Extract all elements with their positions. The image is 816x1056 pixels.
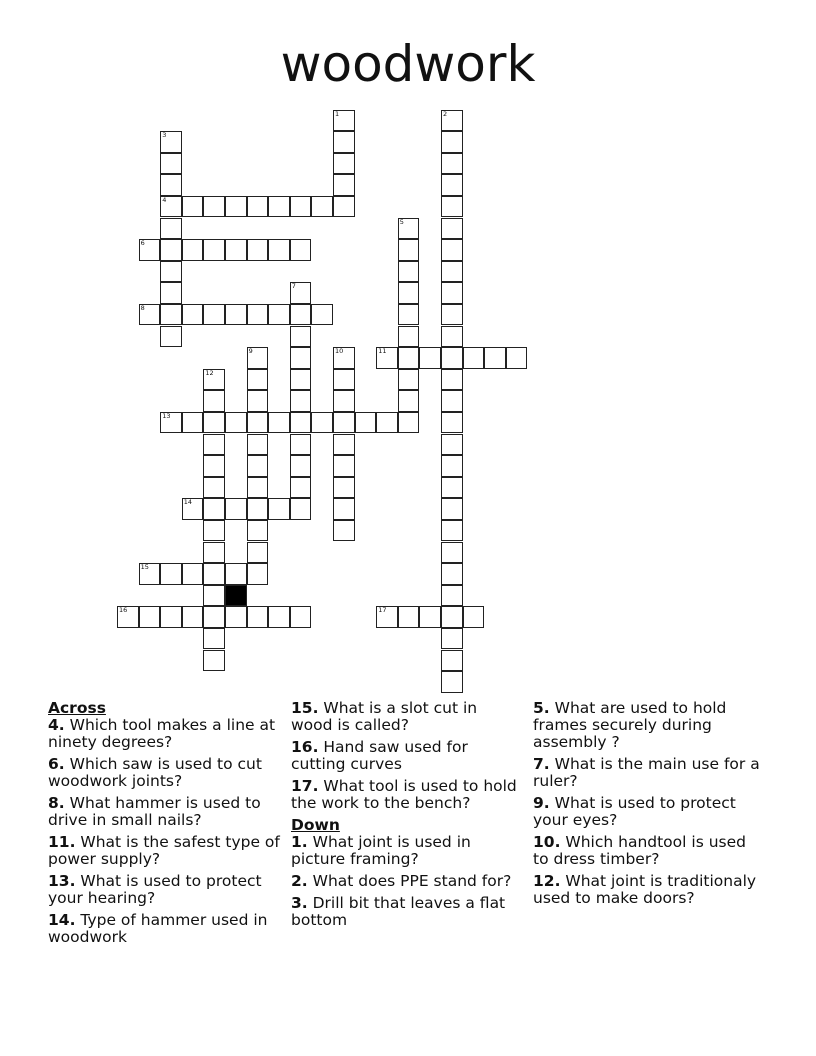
grid-cell[interactable] <box>333 390 355 412</box>
grid-cell[interactable] <box>441 282 463 304</box>
grid-cell[interactable] <box>441 110 463 132</box>
grid-cell[interactable] <box>203 412 225 434</box>
clue-number: 12 <box>205 368 214 377</box>
grid-cell[interactable] <box>247 412 269 434</box>
grid-cell[interactable] <box>398 347 420 369</box>
grid-cell[interactable] <box>290 455 312 477</box>
clue-item-text: What tool is used to hold the work to the bench? <box>291 777 517 812</box>
clue-item-text: Drill bit that leaves a flat bottom <box>291 894 506 929</box>
clue-item-text: What is a slot cut in wood is called? <box>291 699 478 734</box>
grid-cell[interactable] <box>290 196 312 218</box>
grid-cell[interactable] <box>398 304 420 326</box>
clue-item <box>533 873 765 907</box>
clue-item <box>291 778 523 812</box>
grid-cell[interactable] <box>376 606 398 628</box>
clue-item-number: 3. <box>291 894 308 912</box>
grid-cell[interactable] <box>247 455 269 477</box>
clue-number: 4 <box>162 195 167 204</box>
grid-cell[interactable] <box>290 239 312 261</box>
clue-item <box>291 834 523 868</box>
grid-cell[interactable] <box>247 477 269 499</box>
clue-number: 2 <box>443 109 448 118</box>
grid-cell[interactable] <box>290 347 312 369</box>
grid-cell[interactable] <box>247 239 269 261</box>
grid-cell[interactable] <box>398 282 420 304</box>
grid-cell[interactable] <box>247 304 269 326</box>
grid-cell[interactable] <box>441 542 463 564</box>
grid-cell[interactable] <box>247 196 269 218</box>
grid-cell[interactable] <box>247 369 269 391</box>
grid-cell[interactable] <box>203 455 225 477</box>
grid-cell[interactable] <box>225 563 247 585</box>
grid-cell[interactable] <box>290 369 312 391</box>
clue-item <box>533 834 765 868</box>
clue-item <box>291 700 523 734</box>
grid-cell[interactable] <box>182 563 204 585</box>
grid-cell[interactable] <box>333 174 355 196</box>
grid-cell[interactable] <box>160 131 182 153</box>
clue-number: 1 <box>335 109 340 118</box>
grid-cell[interactable] <box>441 390 463 412</box>
grid-cell[interactable] <box>225 498 247 520</box>
grid-cell[interactable] <box>333 196 355 218</box>
clue-item-text: What is the safest type of power supply? <box>48 833 280 868</box>
grid-cell[interactable] <box>441 477 463 499</box>
grid-cell[interactable] <box>441 455 463 477</box>
clue-item-number: 17. <box>291 777 319 795</box>
grid-cell[interactable] <box>139 606 161 628</box>
grid-cell[interactable] <box>333 110 355 132</box>
grid-cell[interactable] <box>182 606 204 628</box>
grid-cell[interactable] <box>290 304 312 326</box>
clue-item-number: 12. <box>533 872 561 890</box>
page-title: woodwork <box>280 35 536 93</box>
clue-item-number: 1. <box>291 833 308 851</box>
clue-item-number: 4. <box>48 716 65 734</box>
grid-cell[interactable] <box>398 390 420 412</box>
grid-cell[interactable] <box>182 196 204 218</box>
clue-item-number: 2. <box>291 872 308 890</box>
clue-item-text: What hammer is used to drive in small nails? <box>48 794 261 829</box>
clue-number: 8 <box>140 303 145 312</box>
clue-item-text: What is used to protect your eyes? <box>533 794 736 829</box>
grid-cell[interactable] <box>441 369 463 391</box>
grid-cell[interactable] <box>441 520 463 542</box>
grid-cell[interactable] <box>268 196 290 218</box>
clue-item-text: Hand saw used for cutting curves <box>291 738 468 773</box>
grid-cell[interactable] <box>333 455 355 477</box>
grid-cell[interactable] <box>268 606 290 628</box>
grid-cell[interactable] <box>290 282 312 304</box>
clue-number: 16 <box>119 606 128 615</box>
grid-cell[interactable] <box>290 412 312 434</box>
grid-cell[interactable] <box>247 434 269 456</box>
grid-cell[interactable] <box>376 412 398 434</box>
grid-cell[interactable] <box>441 671 463 693</box>
grid-cell[interactable] <box>268 498 290 520</box>
grid-cell[interactable] <box>311 196 333 218</box>
grid-cell[interactable] <box>441 218 463 240</box>
grid-cell[interactable] <box>290 390 312 412</box>
grid-cell[interactable] <box>160 412 182 434</box>
grid-cell[interactable] <box>441 628 463 650</box>
clue-item-text: What is the main use for a ruler? <box>533 755 760 790</box>
grid-cell[interactable] <box>333 347 355 369</box>
grid-cell[interactable] <box>247 347 269 369</box>
grid-cell[interactable] <box>333 412 355 434</box>
grid-cell[interactable] <box>225 239 247 261</box>
grid-cell[interactable] <box>225 304 247 326</box>
grid-cell[interactable] <box>398 369 420 391</box>
clue-item <box>291 739 523 773</box>
grid-cell[interactable] <box>182 239 204 261</box>
clue-number: 14 <box>183 498 193 507</box>
grid-cell[interactable] <box>419 606 441 628</box>
grid-cell[interactable] <box>247 542 269 564</box>
grid-cell[interactable] <box>139 563 161 585</box>
grid-cell[interactable] <box>203 606 225 628</box>
clue-item-text: Type of hammer used in woodwork <box>48 911 268 946</box>
clue-number: 6 <box>140 239 145 248</box>
grid-cell[interactable] <box>441 153 463 175</box>
grid-cell[interactable] <box>441 606 463 628</box>
grid-cell[interactable] <box>463 347 485 369</box>
clue-number: 11 <box>378 347 387 356</box>
clue-number: 9 <box>248 347 253 356</box>
clue-item-number: 16. <box>291 738 319 756</box>
grid-cell[interactable] <box>441 412 463 434</box>
grid-cell[interactable] <box>247 390 269 412</box>
grid-cell[interactable] <box>441 585 463 607</box>
clue-item <box>48 834 280 868</box>
grid-cell[interactable] <box>441 498 463 520</box>
grid-cell[interactable] <box>463 606 485 628</box>
grid-cell[interactable] <box>247 498 269 520</box>
grid-cell[interactable] <box>398 239 420 261</box>
clue-item <box>48 717 280 751</box>
clue-item-number: 8. <box>48 794 65 812</box>
grid-cell[interactable] <box>441 434 463 456</box>
clue-item-text: What is used to protect your hearing? <box>48 872 262 907</box>
clue-item-number: 9. <box>533 794 550 812</box>
grid-cell[interactable] <box>182 304 204 326</box>
grid-cell[interactable] <box>333 131 355 153</box>
clue-number: 15 <box>140 563 149 572</box>
grid-cell[interactable] <box>333 498 355 520</box>
grid-cell[interactable] <box>139 239 161 261</box>
grid-cell[interactable] <box>398 412 420 434</box>
clue-item-text: Which handtool is used to dress timber? <box>533 833 746 868</box>
grid-cell[interactable] <box>160 606 182 628</box>
grid-cell[interactable] <box>139 304 161 326</box>
grid-cell[interactable] <box>290 326 312 348</box>
grid-cell[interactable] <box>203 369 225 391</box>
clue-item-number: 13. <box>48 872 76 890</box>
grid-cell[interactable] <box>441 261 463 283</box>
grid-cell[interactable] <box>441 131 463 153</box>
clue-item-number: 15. <box>291 699 319 717</box>
grid-cell[interactable] <box>160 326 182 348</box>
clue-item <box>291 873 523 890</box>
grid-cell[interactable] <box>203 390 225 412</box>
clue-item <box>533 700 765 751</box>
grid-cell[interactable] <box>398 326 420 348</box>
grid-cell[interactable] <box>225 412 247 434</box>
grid-cell[interactable] <box>203 196 225 218</box>
grid-cell[interactable] <box>290 498 312 520</box>
grid-cell[interactable] <box>225 196 247 218</box>
clue-item <box>533 756 765 790</box>
grid-cell[interactable] <box>290 477 312 499</box>
grid-cell[interactable] <box>441 563 463 585</box>
clue-item <box>48 873 280 907</box>
grid-cell[interactable] <box>333 153 355 175</box>
grid-cell[interactable] <box>225 606 247 628</box>
clue-number: 3 <box>162 131 167 140</box>
clue-item-text: What are used to hold frames securely during assembly ? <box>533 699 727 751</box>
grid-cell[interactable] <box>203 520 225 542</box>
grid-cell[interactable] <box>247 606 269 628</box>
across-header: Across <box>48 699 106 717</box>
grid-cell[interactable] <box>203 542 225 564</box>
grid-cell[interactable] <box>441 196 463 218</box>
grid-cell[interactable] <box>160 282 182 304</box>
grid-cell[interactable] <box>333 477 355 499</box>
grid-cell[interactable] <box>160 563 182 585</box>
grid-cell[interactable] <box>398 218 420 240</box>
grid-cell[interactable] <box>203 434 225 456</box>
grid-cell[interactable] <box>203 650 225 672</box>
grid-cell[interactable] <box>203 628 225 650</box>
clue-column-2 <box>291 700 523 934</box>
grid-cell[interactable] <box>182 412 204 434</box>
clue-item <box>291 895 523 929</box>
grid-cell[interactable] <box>268 304 290 326</box>
clue-number: 7 <box>291 282 296 291</box>
clue-item-text: Which tool makes a line at ninety degrees? <box>48 716 276 751</box>
grid-cell[interactable] <box>398 606 420 628</box>
clue-number: 17 <box>378 606 387 615</box>
clue-item <box>48 912 280 946</box>
grid-cell[interactable] <box>160 196 182 218</box>
grid-cell[interactable] <box>160 218 182 240</box>
clue-item-number: 14. <box>48 911 76 929</box>
grid-cell[interactable] <box>203 239 225 261</box>
grid-cell[interactable] <box>441 239 463 261</box>
grid-cell[interactable] <box>247 563 269 585</box>
grid-cell[interactable] <box>441 650 463 672</box>
grid-cell[interactable] <box>484 347 506 369</box>
grid-cell[interactable] <box>203 563 225 585</box>
grid-cell[interactable] <box>268 239 290 261</box>
grid-cell[interactable] <box>376 347 398 369</box>
grid-cell[interactable] <box>117 606 139 628</box>
grid-cell[interactable] <box>398 261 420 283</box>
grid-cell[interactable] <box>333 369 355 391</box>
grid-cell[interactable] <box>160 239 182 261</box>
grid-cell[interactable] <box>355 412 377 434</box>
grid-cell[interactable] <box>203 585 225 607</box>
grid-cell[interactable] <box>441 347 463 369</box>
grid-cell[interactable] <box>160 174 182 196</box>
clue-item-text: What joint is used in picture framing? <box>291 833 471 868</box>
grid-cell[interactable] <box>160 304 182 326</box>
clue-item-number: 11. <box>48 833 76 851</box>
grid-cell[interactable] <box>203 477 225 499</box>
grid-cell[interactable] <box>203 498 225 520</box>
grid-cell[interactable] <box>441 304 463 326</box>
grid-cell[interactable] <box>290 434 312 456</box>
grid-cell[interactable] <box>203 304 225 326</box>
grid-cell[interactable] <box>268 412 290 434</box>
black-cell <box>225 585 247 607</box>
clue-item <box>48 756 280 790</box>
clue-column-3 <box>533 700 765 912</box>
grid-cell[interactable] <box>419 347 441 369</box>
grid-cell[interactable] <box>160 153 182 175</box>
grid-cell[interactable] <box>441 326 463 348</box>
grid-cell[interactable] <box>441 174 463 196</box>
grid-cell[interactable] <box>311 412 333 434</box>
clue-number: 10 <box>335 347 344 356</box>
clue-item-number: 10. <box>533 833 561 851</box>
clue-column-1 <box>48 700 280 951</box>
grid-cell[interactable] <box>333 434 355 456</box>
clue-item-text: Which saw is used to cut woodwork joints? <box>48 755 262 790</box>
grid-cell[interactable] <box>247 520 269 542</box>
clue-number: 13 <box>162 411 171 420</box>
clue-item-number: 6. <box>48 755 65 773</box>
clue-item <box>533 795 765 829</box>
grid-cell[interactable] <box>311 304 333 326</box>
clue-item <box>48 795 280 829</box>
clue-item-number: 7. <box>533 755 550 773</box>
grid-cell[interactable] <box>290 606 312 628</box>
grid-cell[interactable] <box>160 261 182 283</box>
clue-number: 5 <box>399 217 404 226</box>
grid-cell[interactable] <box>333 520 355 542</box>
clue-item-text: What does PPE stand for? <box>307 872 512 890</box>
down-header: Down <box>291 816 340 834</box>
clue-item-text: What joint is traditionaly used to make doors? <box>533 872 757 907</box>
grid-cell[interactable] <box>182 498 204 520</box>
clue-item-number: 5. <box>533 699 550 717</box>
grid-cell[interactable] <box>506 347 528 369</box>
